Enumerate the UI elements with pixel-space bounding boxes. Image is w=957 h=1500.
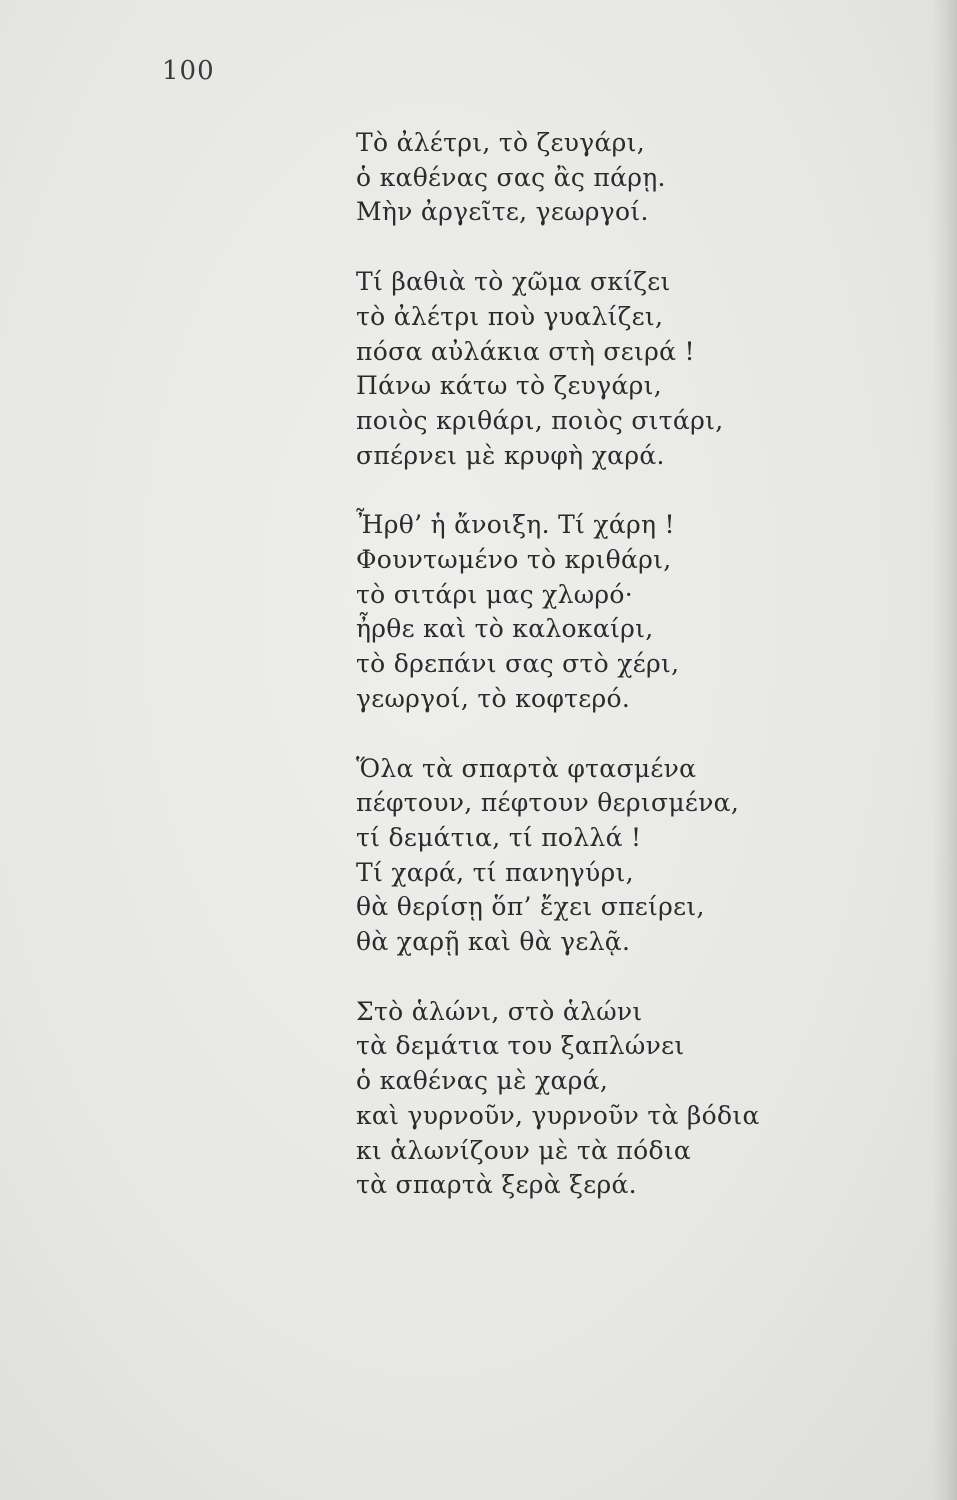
- poem-line: τὰ σπαρτὰ ξερὰ ξερά.: [356, 1170, 637, 1200]
- stanza-1: [356, 126, 876, 230]
- poem-line: γεωργοί, τὸ κοφτερό.: [356, 683, 631, 713]
- stanza-3: [356, 508, 876, 716]
- page-spine-shadow: [931, 0, 957, 1500]
- poem-line: ὁ καθένας μὲ χαρά,: [356, 1066, 609, 1096]
- poem-line: τὰ δεμάτια του ξαπλώνει: [356, 1031, 685, 1061]
- poem-line: θὰ χαρῇ καὶ θὰ γελᾷ.: [356, 927, 631, 957]
- poem-line: ἦρθε καὶ τὸ καλοκαίρι,: [356, 614, 654, 644]
- poem-line: Φουντωμένο τὸ κριθάρι,: [356, 545, 672, 575]
- poem-line: Μὴν ἀργεῖτε, γεωργοί.: [356, 197, 649, 227]
- poem-line: Τί βαθιὰ τὸ χῶμα σκίζει: [356, 267, 671, 297]
- poem-line: Τὸ ἀλέτρι, τὸ ζευγάρι,: [356, 128, 645, 157]
- poem-line: Τί χαρά, τί πανηγύρι,: [356, 857, 634, 887]
- poem-line: θὰ θερίσῃ ὅπ’ ἔχει σπείρει,: [356, 892, 705, 922]
- poem-line: τί δεμάτια, τί πολλά !: [356, 822, 642, 852]
- poem-line: πέφτουν, πέφτουν θερισμένα,: [356, 788, 740, 818]
- poem-line: τὸ ἀλέτρι ποὺ γυαλίζει,: [356, 301, 664, 331]
- poem-line: ὁ καθένας σας ἂς πάρῃ.: [356, 162, 666, 192]
- poem-line: σπέρνει μὲ κρυφὴ χαρά.: [356, 440, 665, 470]
- poem-line: τὸ σιτάρι μας χλωρό·: [356, 579, 634, 609]
- poem-line: ποιὸς κριθάρι, ποιὸς σιτάρι,: [356, 405, 724, 435]
- poem-line: πόσα αὐλάκια στὴ σειρά !: [356, 336, 695, 366]
- poem-line: κι ἁλωνίζουν μὲ τὰ πόδια: [356, 1135, 692, 1165]
- poem-line: Ἦρθ’ ἡ ἄνοιξη. Τί χάρη !: [356, 510, 675, 540]
- poem-line: Πάνω κάτω τὸ ζευγάρι,: [356, 371, 662, 401]
- stanza-5: [356, 995, 876, 1203]
- poem-body: [356, 126, 876, 1238]
- poem-line: καὶ γυρνοῦν, γυρνοῦν τὰ βόδια: [356, 1100, 760, 1130]
- poem-line: τὸ δρεπάνι σας στὸ χέρι,: [356, 649, 680, 679]
- poem-line: Στὸ ἁλώνι, στὸ ἁλώνι: [356, 996, 643, 1026]
- page-number: 100: [162, 56, 215, 86]
- stanza-4: [356, 752, 876, 960]
- poem-line: Ὅλα τὰ σπαρτὰ φτασμένα: [356, 753, 697, 783]
- stanza-2: [356, 265, 876, 473]
